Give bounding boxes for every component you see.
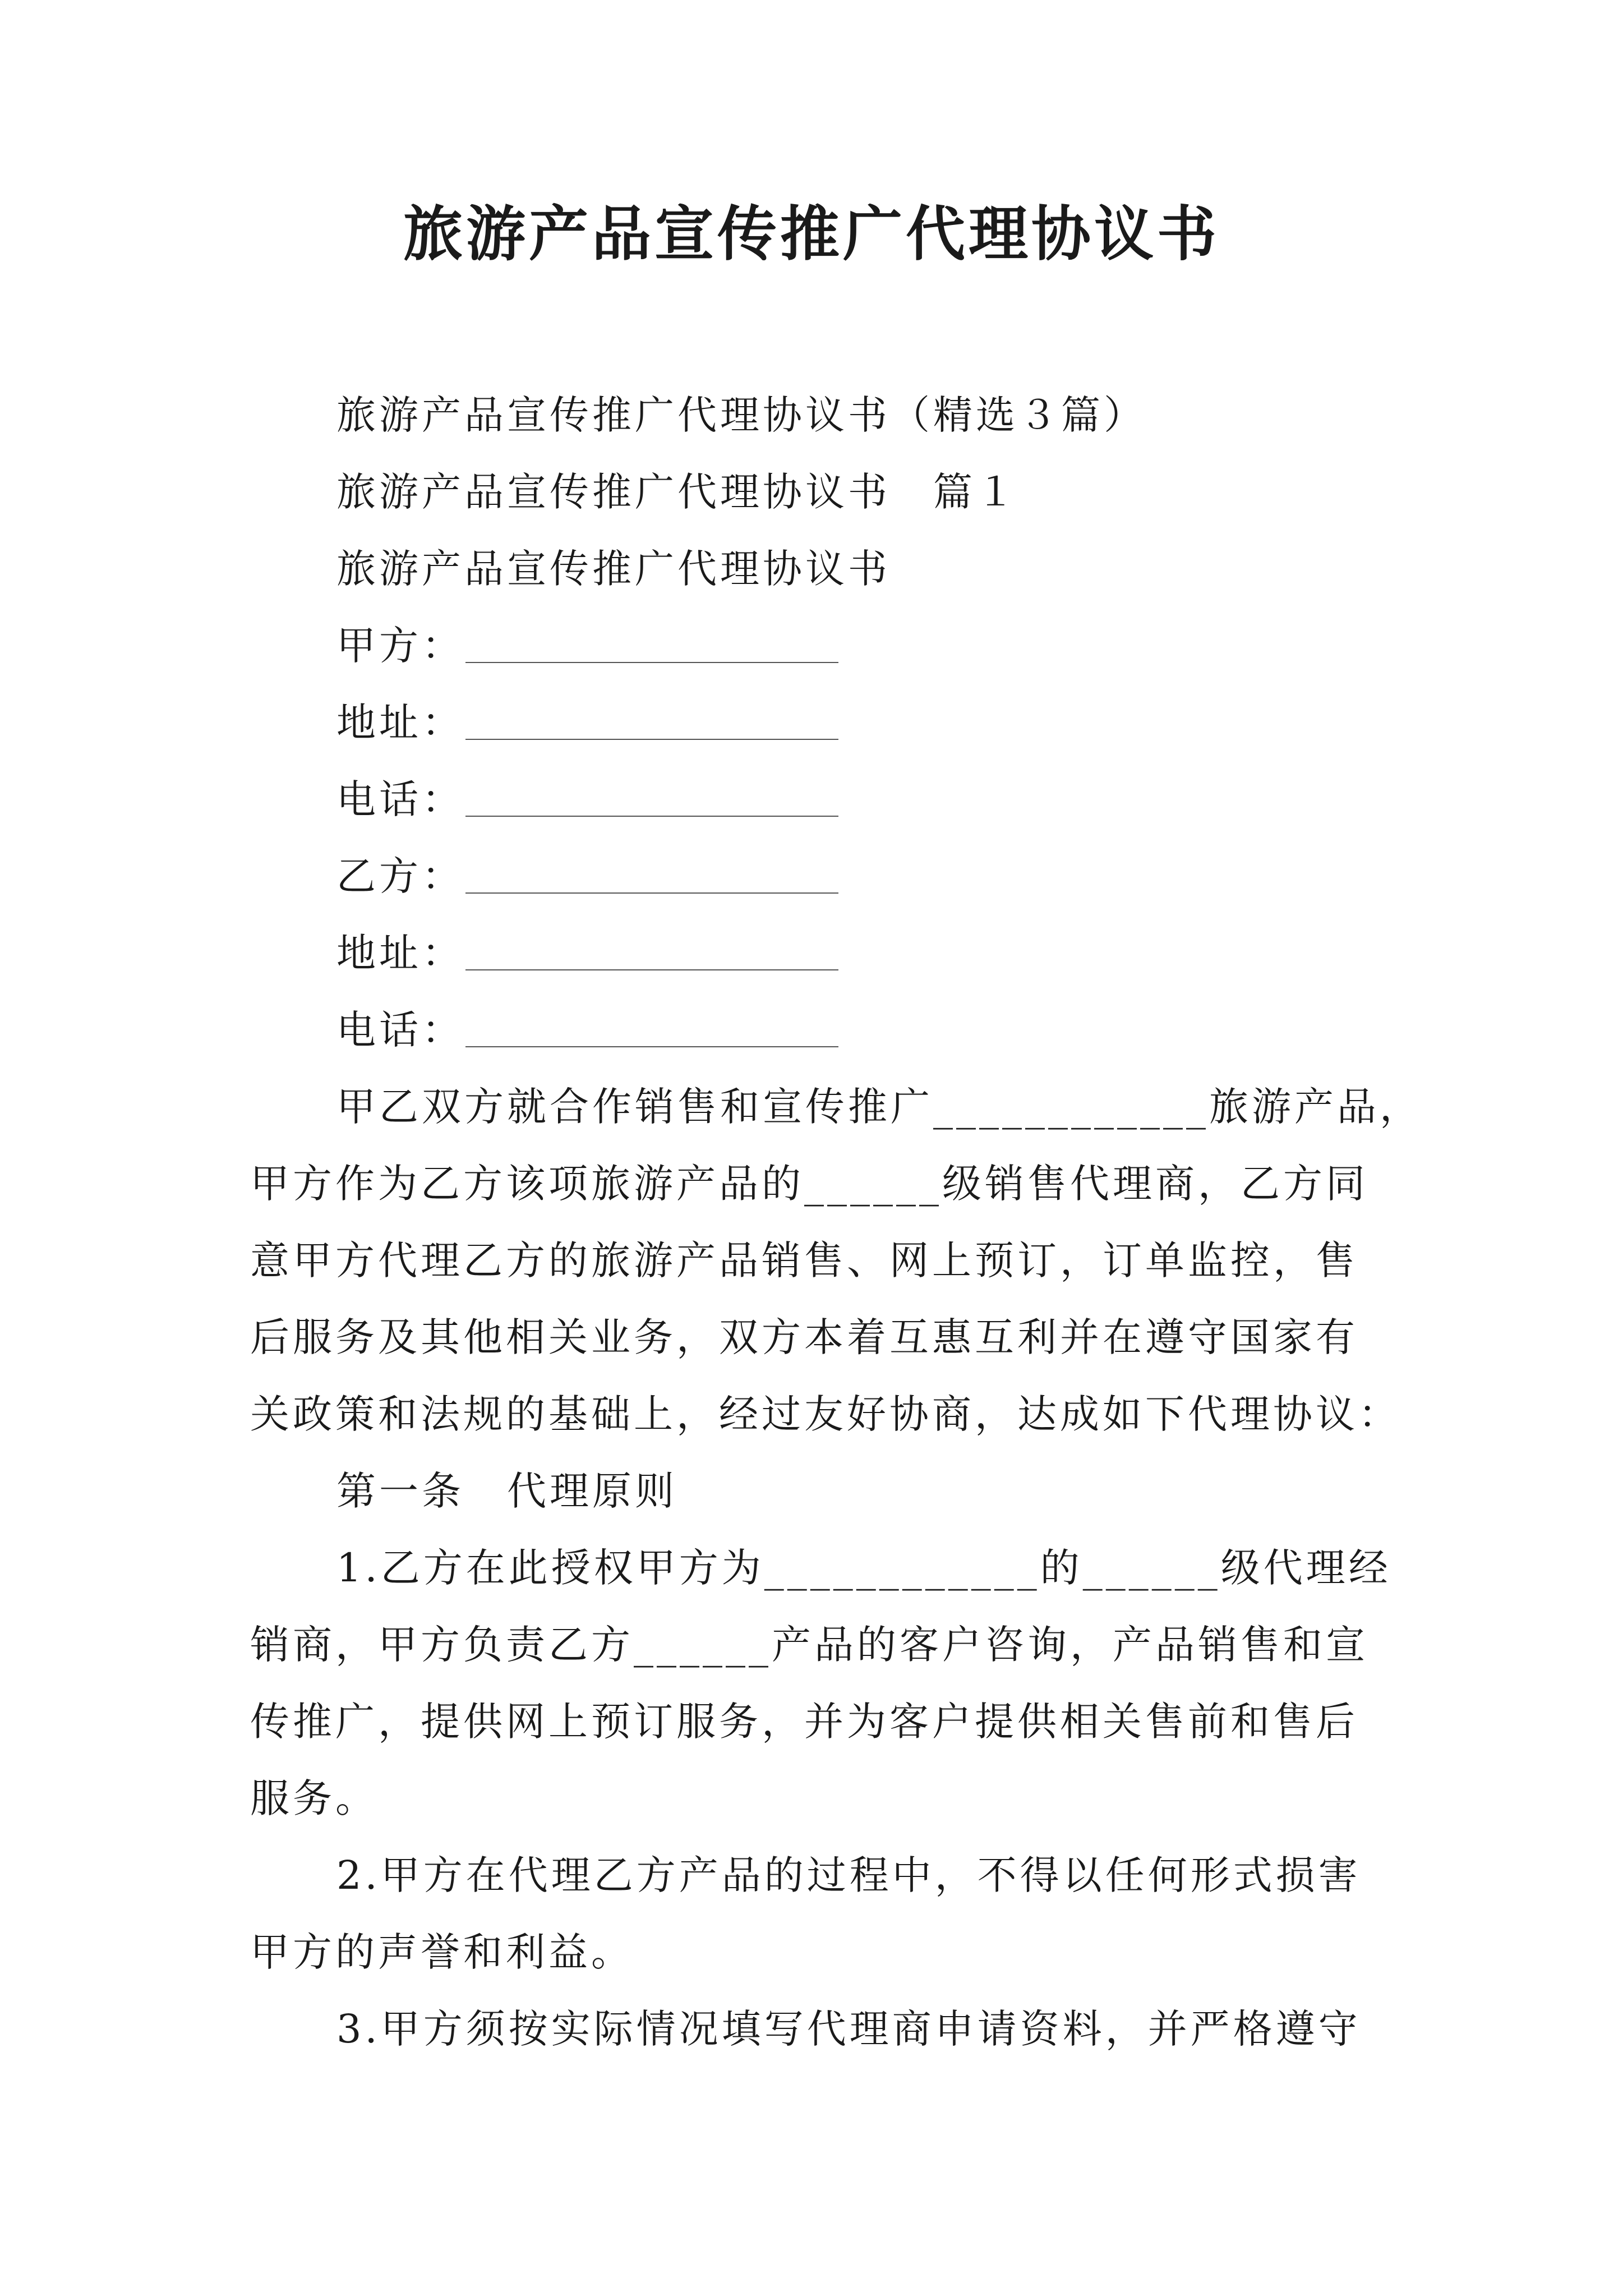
clause2-line-2: 甲方的声誉和利益。 (250, 1929, 634, 1975)
clause1-line-4: 服务。 (250, 1775, 378, 1821)
intro-line-3: 意甲方代理乙方的旅游产品销售、网上预订，订单监控，售 (250, 1237, 1358, 1283)
field-label-party-b: 乙方： (336, 853, 464, 899)
intro-line-4: 后服务及其他相关业务，双方本着互惠互利并在遵守国家有 (250, 1314, 1358, 1360)
intro-line-5: 关政策和法规的基础上，经过友好协商，达成如下代理协议： (250, 1391, 1401, 1437)
field-label-address-b: 地址： (336, 930, 464, 976)
article-heading: 第一条 代理原则 (336, 1468, 677, 1514)
clause1-line-2: 销商，甲方负责乙方______产品的客户咨询，产品销售和宣 (250, 1622, 1368, 1668)
intro-line-2: 甲方作为乙方该项旅游产品的______级销售代理商，乙方同 (250, 1161, 1368, 1207)
field-blank-phone-b[interactable] (465, 1046, 838, 1047)
heading-line-subtitle: 旅游产品宣传推广代理协议书 (336, 546, 891, 592)
heading-line-collection: 旅游产品宣传推广代理协议书（精选３篇） (336, 392, 1146, 438)
clause1-line-1: 1.乙方在此授权甲方为____________的______级代理经 (336, 1545, 1391, 1591)
clause1-line-3: 传推广，提供网上预订服务，并为客户提供相关售前和售后 (250, 1699, 1358, 1745)
field-blank-phone-a[interactable] (465, 816, 838, 817)
field-blank-party-a[interactable] (465, 662, 838, 663)
clause2-line-1: 2.甲方在代理乙方产品的过程中，不得以任何形式损害 (336, 1852, 1361, 1898)
document-title: 旅游产品宣传推广代理协议书 (403, 199, 1220, 269)
field-label-address-a: 地址： (336, 700, 464, 746)
field-blank-address-b[interactable] (465, 969, 838, 970)
field-blank-address-a[interactable] (465, 739, 838, 740)
heading-line-part: 旅游产品宣传推广代理协议书 篇１ (336, 469, 1018, 515)
field-label-phone-b: 电话： (336, 1007, 464, 1053)
field-label-party-a: 甲方： (336, 623, 464, 669)
intro-line-1: 甲乙双方就合作销售和宣传推广____________旅游产品， (336, 1084, 1422, 1130)
field-blank-party-b[interactable] (465, 892, 838, 894)
field-label-phone-a: 电话： (336, 776, 464, 822)
clause3-line-1: 3.甲方须按实际情况填写代理商申请资料，并严格遵守 (336, 2006, 1361, 2052)
